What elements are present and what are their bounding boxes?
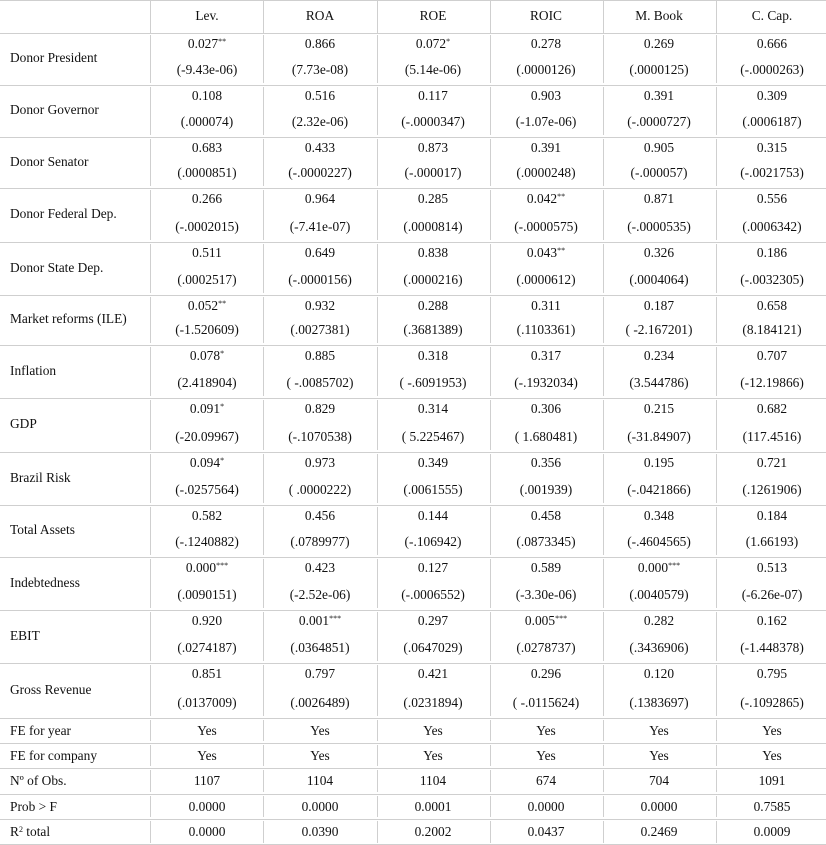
significance-stars: ** — [557, 192, 566, 201]
stderr-cell: (.0090151) — [177, 587, 237, 602]
footer-cell: 1107 — [193, 773, 221, 788]
superscript: 2 — [18, 825, 23, 834]
coefficient-cell: 0.348 — [643, 508, 675, 523]
coefficient-cell: 0.000*** — [185, 560, 229, 575]
row-label: Market reforms (ILE) — [10, 311, 127, 326]
significance-stars: * — [446, 37, 451, 46]
coefficient-cell: 0.589 — [530, 560, 562, 575]
column-header: Lev. — [195, 8, 219, 23]
stderr-cell: (-.0000347) — [401, 114, 465, 129]
coefficient-cell: 0.269 — [643, 36, 675, 51]
stderr-cell: (.0026489) — [290, 695, 350, 710]
stderr-cell: (.1103361) — [516, 322, 576, 337]
footer-cell: 674 — [535, 773, 557, 788]
coefficient-cell: 0.072* — [415, 36, 451, 51]
coefficient-cell: 0.421 — [417, 666, 449, 681]
row-divider — [0, 0, 826, 1]
row-label: EBIT — [10, 627, 40, 643]
coefficient-cell: 0.144 — [417, 508, 449, 523]
coefficient-cell: 0.005*** — [524, 613, 568, 628]
stderr-cell: (-.0000227) — [288, 165, 352, 180]
coefficient-cell: 0.356 — [530, 455, 562, 470]
coefficient-cell: 0.296 — [530, 666, 562, 681]
coefficient-cell: 0.903 — [530, 88, 562, 103]
stderr-cell: (.0002517) — [177, 272, 237, 287]
stderr-cell: (-.1070538) — [288, 429, 352, 444]
stderr-cell: ( 1.680481) — [514, 429, 578, 444]
column-header: M. Book — [635, 8, 683, 23]
stderr-cell: (.0000612) — [516, 272, 576, 287]
significance-stars: ** — [557, 246, 566, 255]
row-label: Donor President — [10, 50, 98, 65]
column-header: ROIC — [530, 8, 562, 23]
column-header: ROE — [419, 8, 447, 23]
coefficient-cell: 0.234 — [643, 348, 675, 363]
row-label: Prob > F — [10, 798, 57, 814]
footer-cell: Yes — [310, 747, 330, 763]
stderr-cell: (.0000216) — [403, 272, 463, 287]
stderr-cell: (-2.52e-06) — [289, 587, 351, 602]
stderr-cell: (.0000125) — [629, 62, 689, 77]
row-label: Brazil Risk — [10, 469, 71, 485]
coefficient-cell: 0.721 — [756, 455, 788, 470]
row-label: Total Assets — [10, 522, 75, 537]
stderr-cell: (-.000057) — [630, 165, 688, 180]
column-header: ROA — [305, 8, 335, 23]
stderr-cell: (-.0257564) — [175, 482, 239, 497]
stderr-cell: (.0004064) — [629, 272, 689, 287]
stderr-cell: (7.73e-08) — [291, 62, 349, 77]
row-divider — [0, 137, 826, 138]
stderr-cell: (117.4516) — [742, 429, 802, 444]
coefficient-cell: 0.288 — [417, 298, 449, 313]
coefficient-cell: 0.871 — [643, 191, 675, 206]
stderr-cell: (.1261906) — [742, 482, 802, 497]
coefficient-cell: 0.456 — [304, 508, 336, 523]
stderr-cell: (.1383697) — [629, 695, 689, 710]
stderr-cell: (.0061555) — [403, 482, 463, 497]
coefficient-cell: 0.000*** — [637, 560, 681, 575]
coefficient-cell: 0.666 — [756, 36, 788, 51]
footer-cell: Yes — [310, 722, 330, 738]
coefficient-cell: 0.932 — [304, 298, 336, 313]
stderr-cell: (.0000126) — [516, 62, 576, 77]
coefficient-cell: 0.285 — [417, 191, 449, 206]
stderr-cell: ( .0000222) — [288, 482, 352, 497]
coefficient-cell: 0.120 — [643, 666, 675, 681]
coefficient-cell: 0.851 — [191, 666, 223, 681]
row-divider — [0, 557, 826, 558]
stderr-cell: (.0137009) — [177, 695, 237, 710]
row-divider — [0, 663, 826, 664]
coefficient-cell: 0.318 — [417, 348, 449, 363]
coefficient-cell: 0.186 — [756, 245, 788, 260]
coefficient-cell: 0.001*** — [298, 613, 342, 628]
stderr-cell: (-.1092865) — [740, 695, 804, 710]
footer-cell: 0.0000 — [188, 824, 226, 839]
stderr-cell: (-1.448378) — [740, 640, 804, 655]
coefficient-cell: 0.511 — [192, 245, 222, 260]
coefficient-cell: 0.278 — [530, 36, 562, 51]
significance-stars: *** — [216, 561, 229, 570]
stderr-cell: (-.0000156) — [288, 272, 352, 287]
row-divider — [0, 398, 826, 399]
coefficient-cell: 0.885 — [304, 348, 336, 363]
footer-cell: 1091 — [758, 773, 786, 788]
coefficient-cell: 0.162 — [756, 613, 788, 628]
stderr-cell: (-7.41e-07) — [289, 219, 351, 234]
stderr-cell: (-.0032305) — [740, 272, 804, 287]
coefficient-cell: 0.297 — [417, 613, 449, 628]
coefficient-cell: 0.513 — [756, 560, 788, 575]
coefficient-cell: 0.391 — [530, 140, 562, 155]
row-divider — [0, 33, 826, 34]
coefficient-cell: 0.326 — [643, 245, 675, 260]
column-header: C. Cap. — [751, 8, 793, 23]
coefficient-cell: 0.282 — [643, 613, 675, 628]
footer-cell: 1104 — [419, 773, 447, 788]
coefficient-cell: 0.078* — [189, 348, 225, 363]
coefficient-cell: 0.391 — [643, 88, 675, 103]
coefficient-cell: 0.108 — [191, 88, 223, 103]
coefficient-cell: 0.964 — [304, 191, 336, 206]
stderr-cell: (-12.19866) — [740, 375, 804, 390]
footer-cell: 0.0000 — [640, 798, 678, 814]
row-label: Indebtedness — [10, 574, 80, 590]
significance-stars: * — [220, 456, 225, 465]
coefficient-cell: 0.027** — [187, 36, 227, 51]
footer-cell: 0.2469 — [640, 824, 678, 839]
coefficient-cell: 0.195 — [643, 455, 675, 470]
coefficient-cell: 0.795 — [756, 666, 788, 681]
stderr-cell: (-.1932034) — [514, 375, 578, 390]
stderr-cell: (-.000017) — [404, 165, 462, 180]
footer-cell: Yes — [536, 747, 556, 763]
footer-cell: Yes — [197, 747, 217, 763]
row-label: FE for year — [10, 722, 71, 738]
row-label: Donor Federal Dep. — [10, 206, 117, 221]
stderr-cell: (8.184121) — [742, 322, 802, 337]
row-label: Nº of Obs. — [10, 773, 67, 788]
stderr-cell: (.0006187) — [742, 114, 802, 129]
stderr-cell: (1.66193) — [745, 534, 799, 549]
footer-cell: 0.0437 — [527, 824, 565, 839]
coefficient-cell: 0.682 — [756, 401, 788, 416]
coefficient-cell: 0.266 — [191, 191, 223, 206]
coefficient-cell: 0.973 — [304, 455, 336, 470]
stderr-cell: (.0000814) — [403, 219, 463, 234]
row-divider — [0, 85, 826, 86]
coefficient-cell: 0.317 — [530, 348, 562, 363]
significance-stars: * — [220, 349, 225, 358]
stderr-cell: (5.14e-06) — [404, 62, 462, 77]
coefficient-cell: 0.658 — [756, 298, 788, 313]
coefficient-cell: 0.306 — [530, 401, 562, 416]
stderr-cell: (.001939) — [519, 482, 573, 497]
coefficient-cell: 0.582 — [191, 508, 223, 523]
stderr-cell: ( -.0085702) — [286, 375, 354, 390]
coefficient-cell: 0.649 — [304, 245, 336, 260]
footer-cell: 0.0000 — [527, 798, 565, 814]
stderr-cell: ( 5.225467) — [401, 429, 465, 444]
significance-stars: ** — [218, 299, 227, 308]
stderr-cell: (.0364851) — [290, 640, 350, 655]
stderr-cell: (-.0000727) — [627, 114, 691, 129]
coefficient-cell: 0.311 — [531, 298, 561, 313]
stderr-cell: (.0231894) — [403, 695, 463, 710]
coefficient-cell: 0.314 — [417, 401, 449, 416]
stderr-cell: (-.106942) — [404, 534, 462, 549]
coefficient-cell: 0.309 — [756, 88, 788, 103]
footer-cell: Yes — [762, 747, 782, 763]
footer-cell: Yes — [197, 722, 217, 738]
stderr-cell: (-20.09967) — [175, 429, 239, 444]
stderr-cell: (.0873345) — [516, 534, 576, 549]
row-divider — [0, 768, 826, 769]
coefficient-cell: 0.043** — [526, 245, 566, 260]
stderr-cell: ( -.0115624) — [512, 695, 580, 710]
stderr-cell: (-.0000535) — [627, 219, 691, 234]
stderr-cell: (-.1240882) — [175, 534, 239, 549]
footer-cell: 1104 — [306, 773, 334, 788]
row-divider — [0, 295, 826, 296]
row-divider — [0, 345, 826, 346]
row-divider — [0, 452, 826, 453]
stderr-cell: (.3681389) — [403, 322, 463, 337]
coefficient-cell: 0.127 — [417, 560, 449, 575]
stderr-cell: (-.0421866) — [627, 482, 691, 497]
coefficient-cell: 0.094* — [189, 455, 225, 470]
stderr-cell: (.0789977) — [290, 534, 350, 549]
stderr-cell: (-9.43e-06) — [176, 62, 238, 77]
stderr-cell: (-.0000575) — [514, 219, 578, 234]
stderr-cell: (-1.520609) — [175, 322, 239, 337]
coefficient-cell: 0.905 — [643, 140, 675, 155]
coefficient-cell: 0.433 — [304, 140, 336, 155]
coefficient-cell: 0.797 — [304, 666, 336, 681]
footer-cell: Yes — [423, 747, 443, 763]
footer-cell: 704 — [648, 773, 670, 788]
coefficient-cell: 0.683 — [191, 140, 223, 155]
footer-cell: Yes — [536, 722, 556, 738]
stderr-cell: (-.0002015) — [175, 219, 239, 234]
stderr-cell: (-6.26e-07) — [741, 587, 803, 602]
footer-cell: 0.0390 — [301, 824, 339, 839]
footer-cell: 0.0009 — [753, 824, 791, 839]
significance-stars: *** — [555, 614, 568, 623]
row-divider — [0, 819, 826, 820]
coefficient-cell: 0.829 — [304, 401, 336, 416]
stderr-cell: (.0006342) — [742, 219, 802, 234]
footer-cell: Yes — [762, 722, 782, 738]
row-divider — [0, 505, 826, 506]
stderr-cell: ( -2.167201) — [625, 322, 693, 337]
stderr-cell: (.0274187) — [177, 640, 237, 655]
row-label: Gross Revenue — [10, 681, 92, 697]
coefficient-cell: 0.215 — [643, 401, 675, 416]
coefficient-cell: 0.838 — [417, 245, 449, 260]
row-divider — [0, 242, 826, 243]
footer-cell: 0.2002 — [414, 824, 452, 839]
coefficient-cell: 0.873 — [417, 140, 449, 155]
significance-stars: * — [220, 402, 225, 411]
stderr-cell: (-.0000263) — [740, 62, 804, 77]
coefficient-cell: 0.187 — [643, 298, 675, 313]
stderr-cell: (.0040579) — [629, 587, 689, 602]
row-divider — [0, 794, 826, 795]
significance-stars: *** — [329, 614, 342, 623]
stderr-cell: (-.4604565) — [627, 534, 691, 549]
stderr-cell: (.0647029) — [403, 640, 463, 655]
coefficient-cell: 0.423 — [304, 560, 336, 575]
footer-cell: 0.0000 — [301, 798, 339, 814]
row-label: Donor State Dep. — [10, 259, 104, 275]
coefficient-cell: 0.707 — [756, 348, 788, 363]
row-label: Donor Senator — [10, 153, 89, 169]
stderr-cell: (-1.07e-06) — [515, 114, 577, 129]
stderr-cell: (-31.84907) — [627, 429, 691, 444]
stderr-cell: (.0000851) — [177, 165, 237, 180]
stderr-cell: (.000074) — [180, 114, 234, 129]
row-label: Inflation — [10, 362, 57, 378]
footer-cell: Yes — [649, 747, 669, 763]
coefficient-cell: 0.516 — [304, 88, 336, 103]
stderr-cell: (.0000248) — [516, 165, 576, 180]
coefficient-cell: 0.458 — [530, 508, 562, 523]
coefficient-cell: 0.920 — [191, 613, 223, 628]
coefficient-cell: 0.042** — [526, 191, 566, 206]
row-divider — [0, 743, 826, 744]
footer-cell: 0.0001 — [414, 798, 452, 814]
stderr-cell: (2.32e-06) — [291, 114, 349, 129]
stderr-cell: (-.0006552) — [401, 587, 465, 602]
coefficient-cell: 0.866 — [304, 36, 336, 51]
row-divider — [0, 718, 826, 719]
coefficient-cell: 0.349 — [417, 455, 449, 470]
footer-cell: 0.0000 — [188, 798, 226, 814]
row-label: Donor Governor — [10, 102, 99, 117]
significance-stars: ** — [218, 37, 227, 46]
coefficient-cell: 0.315 — [756, 140, 788, 155]
row-label: GDP — [10, 416, 37, 431]
row-label: $R^2$ total — [10, 824, 51, 839]
footer-cell: Yes — [649, 722, 669, 738]
stderr-cell: (2.418904) — [177, 375, 237, 390]
stderr-cell: (-3.30e-06) — [515, 587, 577, 602]
coefficient-cell: 0.091* — [189, 401, 225, 416]
stderr-cell: (3.544786) — [629, 375, 689, 390]
stderr-cell: ( -.6091953) — [399, 375, 467, 390]
footer-cell: 0.7585 — [753, 798, 791, 814]
coefficient-cell: 0.117 — [418, 88, 448, 103]
coefficient-cell: 0.052** — [187, 298, 227, 313]
coefficient-cell: 0.184 — [756, 508, 788, 523]
stderr-cell: (.0278737) — [516, 640, 576, 655]
significance-stars: *** — [668, 561, 681, 570]
stderr-cell: (.3436906) — [629, 640, 689, 655]
footer-cell: Yes — [423, 722, 443, 738]
row-divider — [0, 188, 826, 189]
row-divider — [0, 610, 826, 611]
stderr-cell: (-.0021753) — [740, 165, 804, 180]
row-label: FE for company — [10, 747, 98, 763]
coefficient-cell: 0.556 — [756, 191, 788, 206]
stderr-cell: (.0027381) — [290, 322, 350, 337]
